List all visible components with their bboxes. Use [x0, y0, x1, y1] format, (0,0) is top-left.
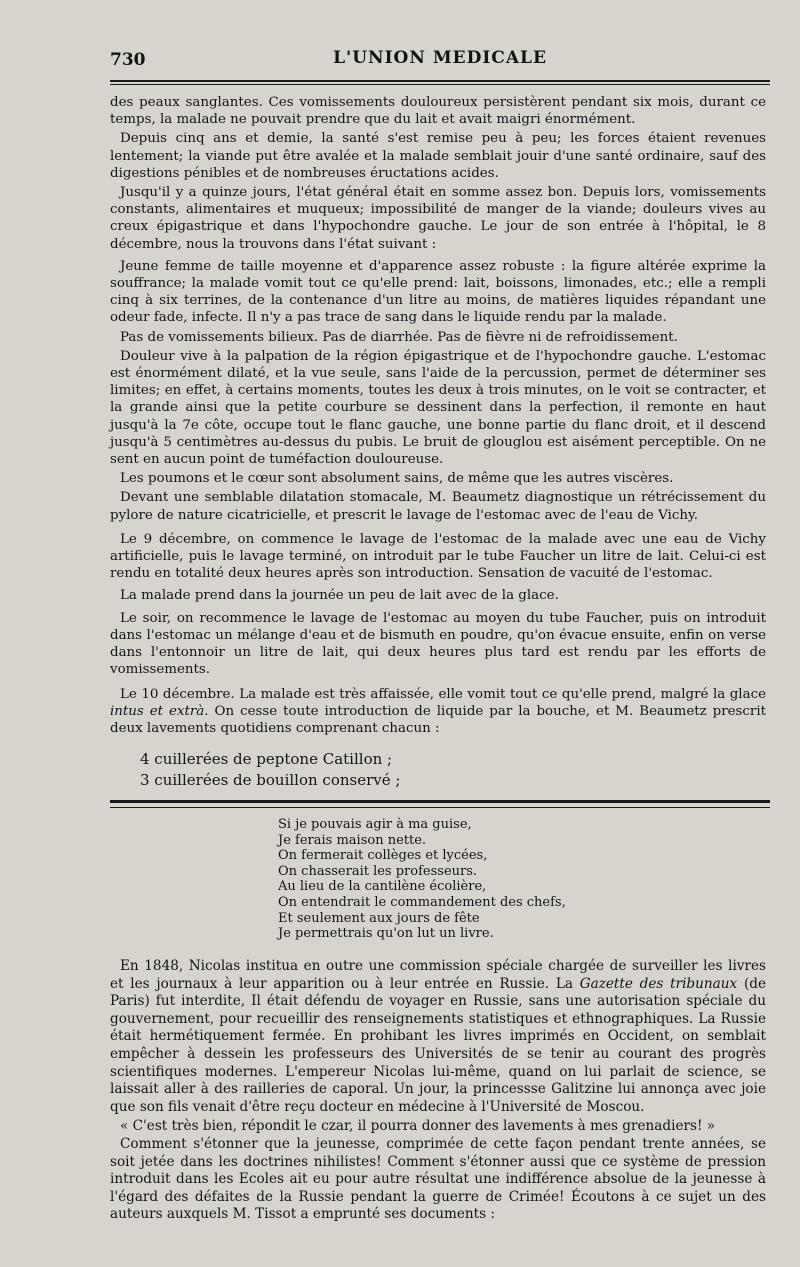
prescription-item: 4 cuillerées de peptone Catillon ;: [140, 750, 393, 769]
italic-phrase: intus et extrà.: [110, 703, 209, 719]
poem-line: On chasserait les professeurs.: [278, 863, 478, 879]
paragraph: des peaux sanglantes. Ces vomissements douloureux persistèrent pendant six mois, durant ce temps, la malade ne pouvait prendre que du lait et avait maigri énormément.: [110, 95, 766, 128]
section-divider: [110, 800, 770, 808]
paragraph: Depuis cinq ans et demie, la santé s'est remise peu à peu; les forces étaient revenues lentement; la viande put être avalée et la malade semblait jouir d'une santé ordinaire, sauf des digestions pénibles et de nombreuses éructations acides.: [110, 131, 766, 181]
paragraph: [110, 686, 766, 738]
paragraph: Douleur vive à la palpation de la région épigastrique et de l'hypochondre gauche. L'estomac est énormément dilaté, et la vue seule, sans l'aide de la percussion, permet de déterminer ses limites; en effet, à certains moments, toutes les deux à trois minutes, on le voit se contracter, et la grande ainsi que la petite courbure se dessinent dans la perfection, il remonte en haut jusqu'à la 7e côte, occupe tout le flanc gauche, une bonne partie du flanc droit, et il descend jusqu'à 5 centimètres au-dessus du pubis. Le bruit de glouglou est aisément perceptible. On ne sent en aucun point de tuméfaction douloureuse.: [110, 348, 766, 468]
poem-line: Si je pouvais agir à ma guise,: [278, 817, 472, 832]
text-run: Le 10 décembre. La malade est très affaissée, elle vomit tout ce qu'elle prend, malgré la glace: [120, 686, 766, 702]
paragraph: Devant une semblable dilatation stomacale, M. Beaumetz diagnostique un rétrécissement du pylore de nature cicatricielle, et prescrit le lavage de l'estomac avec de l'eau de Vichy.: [110, 490, 766, 523]
poem-line: Je permettrais qu'on lut un livre.: [278, 926, 494, 942]
case-report-section: [110, 94, 766, 791]
quote-paragraph: « C'est très bien, répondit le czar, il pourra donner des lavements à mes grenadiers! »: [120, 1118, 716, 1135]
paragraph: [110, 958, 766, 1116]
history-section: [110, 958, 766, 1224]
prescription-item: 3 cuillerées de bouillon conservé ;: [140, 771, 401, 790]
paragraph: Jeune femme de taille moyenne et d'apparence assez robuste : la figure altérée exprime la souffrance; la malade vomit tout ce qu'elle prend: lait, boissons, limonades, etc.; elle a rempli cinq à six terrines, de la contenance d'un litre au moins, de matières liquides répandant une odeur fade, infecte. Il n'y a pas trace de sang dans le liquide rendu par la malade.: [110, 258, 766, 326]
text-run: En 1848, Nicolas institua en outre une commission spéciale chargée de surveiller les livres et les journaux à leur apparition ou à leur entrée en Russie. La: [110, 958, 766, 992]
poem-line: Je ferais maison nette.: [278, 832, 427, 848]
paragraph: Le soir, on recommence le lavage de l'estomac au moyen du tube Faucher, puis on introduit dans l'estomac un mélange d'eau et de bismuth en poudre, qu'on évacue ensuite, enfin on verse dans l'entonnoir un litre de lait, qui deux heures plus tard est rendu par les efforts de vomissements.: [110, 610, 766, 678]
paragraph: Les poumons et le cœur sont absolument sains, de même que les autres viscères.: [120, 471, 674, 487]
paragraph: Comment s'étonner que la jeunesse, comprimée de cette façon pendant trente années, se soit jetée dans les doctrines nihilistes! Comment s'étonner aussi que ce système de pression introduit dans les Ecoles ait eu pour autre résultat une indifférence absolue de la jeunesse à l'égard des défaites de la Russie pendant la guerre de Crimée! Écoutons à ce sujet un des auteurs auxquels M. Tissot a emprunté ses documents :: [110, 1135, 766, 1223]
poem-line: On entendrait le commandement des chefs,: [278, 894, 566, 910]
paragraph: Jusqu'il y a quinze jours, l'état général était en somme assez bon. Depuis lors, vomissements constants, alimentaires et muqueux; impossibilité de manger de la viande; douleurs vives au creux épigastrique et dans l'hypochondre gauche. Le jour de son entrée à l'hôpital, le 8 décembre, nous la trouvons dans l'état suivant :: [110, 185, 766, 252]
paragraph: Pas de vomissements bilieux. Pas de diarrhée. Pas de fièvre ni de refroidissement.: [120, 329, 678, 345]
paragraph: Le 9 décembre, on commence le lavage de l'estomac de la malade avec une eau de Vichy artificielle, puis le lavage terminé, on introduit par le tube Faucher un litre de lait. Celui-ci est rendu en totalité deux heures après son introduction. Sensation de vacuité de l'estomac.: [110, 531, 766, 582]
header-rule: [110, 80, 770, 85]
poem-block: [278, 817, 566, 942]
poem-line: Au lieu de la cantilène écolière,: [278, 879, 487, 895]
italic-title: Gazette des tribunaux: [579, 975, 738, 992]
poem-line: Et seulement aux jours de fête: [278, 910, 480, 926]
text-run: On cesse toute introduction de liquide par la bouche, et M. Beaumetz prescrit deux lavements quotidiens comprenant chacun :: [110, 703, 766, 736]
text-run: (de Paris) fut interdite, Il était défendu de voyager en Russie, sans une autorisation spéciale du gouvernement, pour recueillir des renseignements statistiques et ethnographiques. La Russie était hermétiquement fermée. En prohibant les livres imprimés en Occident, on semblait empêcher à dessein les professeurs des Universités de se tenir au courant des progrès scientifiques modernes. L'empereur Nicolas lui-même, quand on lui parlait de science, se laissait aller à des railleries de caporal. Un jour, la princessse Galitzine lui annonça avec joie que son fils venait d'être reçu docteur en médecine à l'Université de Moscou.: [110, 975, 766, 1115]
poem-line: On fermerait collèges et lycées,: [278, 848, 488, 864]
page-header: [110, 44, 770, 74]
running-title: L'UNION MEDICALE: [333, 48, 547, 68]
page-number: 730: [110, 50, 146, 70]
paragraph: La malade prend dans la journée un peu de lait avec de la glace.: [120, 588, 559, 604]
prescription-list: [140, 749, 766, 791]
